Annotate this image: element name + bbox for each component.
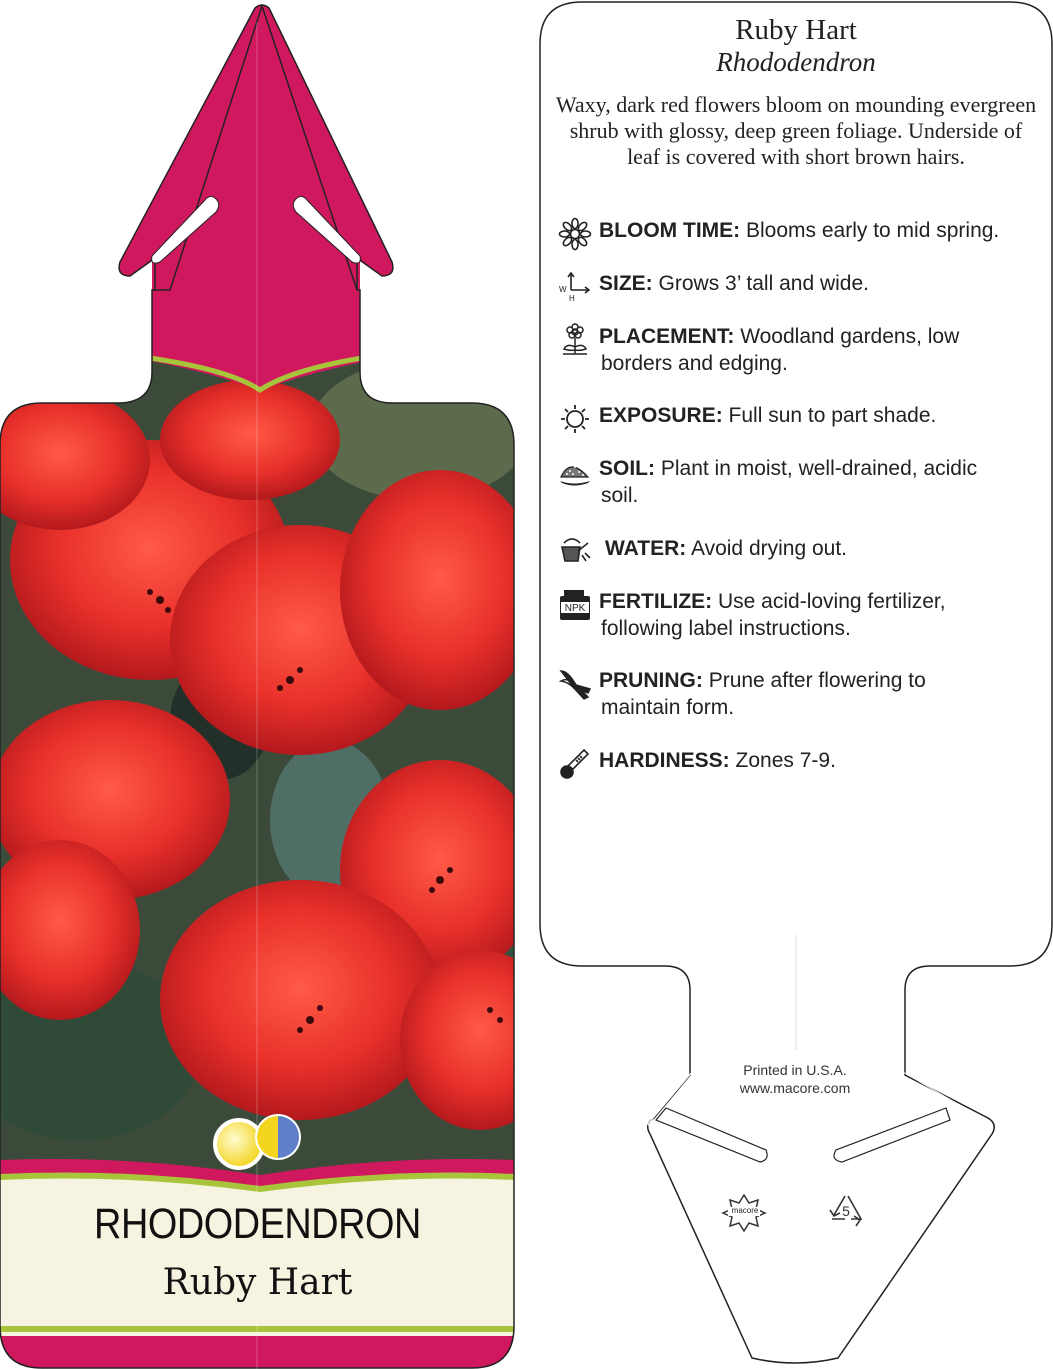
hardiness-value: Zones 7-9.: [735, 749, 836, 772]
fertilize-label: FERTILIZE:: [599, 590, 713, 613]
pruning-value: Prune after flowering to: [708, 669, 926, 692]
back-plant-name: Ruby Hart: [735, 14, 857, 46]
macore-logo-text: macore: [731, 1206, 759, 1215]
exposure-label: EXPOSURE:: [599, 404, 723, 427]
pruning-value-cont: maintain form.: [601, 696, 735, 719]
soil-value-cont: soil.: [601, 484, 639, 507]
size-value: Grows 3’ tall and wide.: [658, 272, 869, 295]
plant-description: Waxy, dark red flowers bloom on mounding evergreen shrub with glossy, deep green foliage. Underside of leaf is covered with short brown hairs.: [555, 92, 1037, 169]
height-letter: H: [569, 294, 575, 303]
printed-in-text: [700, 1061, 890, 1097]
fertilize-value: Use acid-loving fertilizer,: [718, 590, 946, 613]
cultivar-title: Ruby Hart: [162, 1262, 353, 1303]
exposure-value: Full sun to part shade.: [728, 404, 937, 427]
recycle-code: 5: [842, 1203, 850, 1219]
size-label: SIZE:: [599, 272, 653, 295]
pruning-shears-icon: [558, 667, 592, 701]
genus-title: RHODODENDRON: [94, 1200, 421, 1248]
bloom-time-value: Blooms early to mid spring.: [746, 219, 1000, 242]
hardiness-label: HARDINESS:: [599, 749, 730, 772]
soil-value: Plant in moist, well-drained, acidic: [660, 457, 978, 480]
sun-icon: [558, 402, 592, 436]
placement-value: Woodland gardens, low: [740, 325, 960, 348]
thermometer-icon: [558, 747, 592, 781]
flower-icon: [558, 217, 592, 251]
fertilizer-npk-icon: [558, 588, 592, 622]
soil-label: SOIL:: [599, 457, 655, 480]
printed-origin: Printed in U.S.A.: [743, 1062, 847, 1078]
water-value: Avoid drying out.: [690, 537, 847, 560]
size-arrows-icon: [558, 270, 592, 304]
watering-can-icon: [558, 535, 592, 569]
placement-label: PLACEMENT:: [599, 325, 735, 348]
npk-text: NPK: [564, 603, 586, 614]
water-label: WATER:: [605, 537, 687, 560]
website-text: www.macore.com: [739, 1080, 851, 1096]
placement-value-cont: borders and edging.: [601, 352, 788, 375]
pruning-label: PRUNING:: [599, 669, 703, 692]
bloom-time-label: BLOOM TIME:: [599, 219, 741, 242]
back-latin-name: Rhododendron: [716, 47, 876, 77]
placement-plants-icon: [558, 323, 592, 357]
fertilize-value-cont: following label instructions.: [601, 617, 851, 640]
soil-pile-icon: [558, 455, 592, 489]
width-letter: W: [559, 285, 567, 294]
